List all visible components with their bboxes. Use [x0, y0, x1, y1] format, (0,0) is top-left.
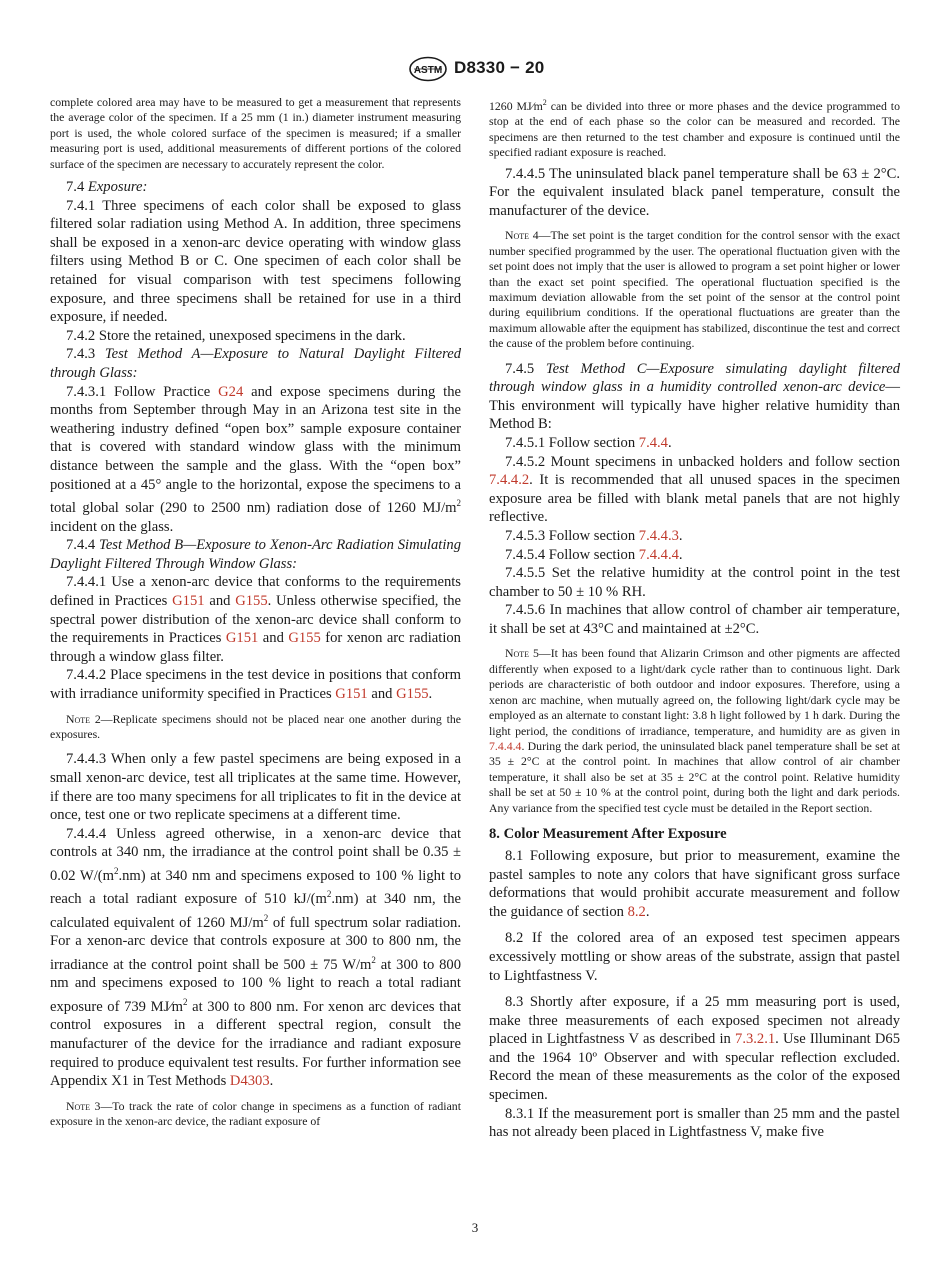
section-8-heading: 8. Color Measurement After Exposure — [489, 825, 727, 842]
link-g151[interactable]: G151 — [335, 685, 368, 702]
note-4: Note 4—The set point is the target condition for the control sensor with the exact number specified programmed by the user. The operational fluctuation given with the set point does not imply that the user is allowed to program a set point higher or lower than the exact set point specified. The operational fluctuation specified is the maximum deviation allowable from the set point of the sensor at the control point during equilibrium conditions. If the operational fluctuations are greater than the maximum allowable after the equipment has stabilized, discontinue the test and correct the cause of the problem before continuing. — [489, 228, 900, 351]
paragraph-7-4-4-4: 7.4.4.4 Unless agreed otherwise, in a xenon-arc device that controls at 340 nm, the irradiance at the control point shall be 0.35 ± 0.02 $W/(m^2.nm)$ at 340 nm and specimens exposed to 100 % light to reach a total radiant exposure of 510 $kJ/(m^2.nm)$ at 340 nm, the calculated equivalent of 1260 $MJ/m^2$ of full spectrum solar radiation. For a xenon-arc device that controls exposure at 300 to 800 nm, the irradiance at the control point shall be 500 ± 75 $W/m^2$ at 300 to 800 nm and specimens exposed to 100 % light to reach a total radiant exposure of 739 $MJ⁄m^2$ at 300 to 800 nm. For xenon arc devices that control exposures in a different spectral region, consult the manufacturer of the device for the irradiance and radiant exposure required to produce equivalent test results. For further information see Appendix X1 in Test Methods D4303. — [50, 825, 461, 1090]
link-7-4-4-4[interactable]: 7.4.4.4 — [638, 546, 679, 563]
note-2: Note 2—Replicate specimens should not be placed near one another during the exposures. — [50, 711, 461, 741]
paragraph-7-4-5-2: 7.4.5.2 Mount specimens in unbacked holders and follow section 7.4.4.2. It is recommended that all unused spaces in the specimen exposure area be filled with blank metal panels that are not highly reflective. — [489, 453, 900, 526]
page-header — [0, 56, 950, 84]
link-g155[interactable]: G155 — [288, 630, 321, 647]
link-7-3-2-1[interactable]: 7.3.2.1 — [735, 1031, 776, 1048]
paragraph-8-3-1: 8.3.1 If the measurement port is smaller than 25 mm and the pastel has not already been placed in Lightfastness V, make five — [489, 1105, 900, 1141]
page-number: 3 — [471, 1220, 479, 1235]
link-7-4-4-2[interactable]: 7.4.4.2 — [489, 472, 530, 489]
link-8-2[interactable]: 8.2 — [627, 903, 646, 920]
paragraph-7-4-5-1: 7.4.5.1 Follow section 7.4.4. — [505, 434, 672, 451]
right-column — [489, 95, 900, 1142]
paragraph-7-4-1: 7.4.1 Three specimens of each color shall be exposed to glass filtered solar radiation using Method A. In addition, three specimens shall be exposed in a xenon-arc device operating with window glass filters using Method B or C. One specimen of each color shall be retained for visual comparison with test specimens following exposure, and three specimens shall be retained for use in a third exposure, if needed. — [50, 197, 461, 326]
link-g151[interactable]: G151 — [172, 592, 205, 609]
note-3: Note 3—To track the rate of color change in specimens as a function of radiant exposure in the xenon-arc device, the radiant exposure of — [50, 1098, 461, 1129]
paragraph-7-4-5-4: 7.4.5.4 Follow section 7.4.4.4. — [505, 546, 683, 563]
link-g155[interactable]: G155 — [396, 685, 429, 702]
link-7-4-4-4[interactable]: 7.4.4.4 — [489, 738, 522, 753]
link-g151[interactable]: G151 — [225, 630, 259, 647]
note-3-continuation: 1260 $MJ⁄m^2$ can be divided into three or more phases and the device programmed to stop at the end of each phase so the color can be measured and recorded. The specimens are then returned to the test chamber and exposure is continued until the specified radiant exposure is reached. — [489, 98, 900, 160]
paragraph-7-4-5-5: 7.4.5.5 Set the relative humidity at the control point in the test chamber to 50 ± 10 % RH. — [489, 565, 900, 600]
section-7-4-5-heading: 7.4.5 Test Method C—Exposure simulating daylight filtered through window glass in a humidity controlled xenon-arc device—This environment will typically have higher relative humidity than Method B: — [489, 360, 900, 433]
paragraph-7-4-4-5: 7.4.4.5 The uninsulated black panel temperature shall be 63 ± 2°C. For the equivalent insulated black panel temperature, consult the manufacturer of the device. — [489, 165, 900, 219]
paragraph-7-4-5-6: 7.4.5.6 In machines that allow control of chamber air temperature, it shall be set at 43°C and maintained at ±2°C. — [489, 602, 900, 637]
paragraph-continuation: complete colored area may have to be measured to get a measurement that represents the average color of the specimen. If a 25 mm (1 in.) diameter instrument measuring port is used, the whole colored surface of the specimen is measured; if a smaller measuring port is used, additional measurements of different portions of the colored surface of the specimen are necessary to accurately represent the color. — [50, 95, 461, 171]
link-7-4-4-3[interactable]: 7.4.4.3 — [638, 527, 679, 544]
paragraph-7-4-4-1: 7.4.4.1 Use a xenon-arc device that conforms to the requirements defined in Practices G151 and G155. Unless otherwise specified, the spectral power distribution of the xenon-arc device shall conform to the requirements in Practices G151 and G155 for xenon arc radiation through a window glass filter. — [50, 574, 461, 665]
svg-text:ASTM: ASTM — [413, 65, 443, 76]
paragraph-7-4-4-2: 7.4.4.2 Place specimens in the test device in positions that conform with irradiance uniformity specified in Practices G151 and G155. — [50, 667, 461, 702]
section-7-4-4-heading: 7.4.4 Test Method B—Exposure to Xenon-Arc Radiation Simulating Daylight Filtered Through Window Glass: — [50, 537, 461, 572]
document-designation: D8330 − 20 — [454, 58, 545, 77]
section-7-4-heading: 7.4 Exposure: — [66, 179, 148, 196]
paragraph-8-1: 8.1 Following exposure, but prior to measurement, examine the pastel samples to note any colors that have significant gross surface deformations that would prohibit accurate measurement and follow the guidance of section 8.2. — [489, 847, 900, 920]
left-column — [50, 95, 461, 1138]
paragraph-8-2: 8.2 If the colored area of an exposed test specimen appears excessively mottling or show areas of the substrate, assign that pastel to Lightfastness V. — [489, 930, 900, 984]
link-7-4-4[interactable]: 7.4.4 — [638, 434, 668, 451]
link-g155[interactable]: G155 — [235, 592, 268, 609]
astm-logo-icon — [408, 56, 448, 82]
paragraph-8-3: 8.3 Shortly after exposure, if a 25 mm measuring port is used, make three measurements of each exposed specimen not already placed in Lightfastness V as described in 7.3.2.1. Use Illuminant D65 and the 1964 10º Observer and with specular reflection excluded. Record the mean of these measurements as the color of the exposed specimen. — [489, 994, 900, 1104]
link-g24[interactable]: G24 — [218, 383, 244, 400]
link-d4303[interactable]: D4303 — [229, 1073, 270, 1090]
note-5: Note 5—It has been found that Alizarin Crimson and other pigments are affected differently when exposed to a light/dark cycle rather than to continuous light. Dark periods are characteristic of both outdoor and indoor exposures. Therefore, using a xenon arc machine, when mutually agreed on, the following light/dark cycle may be employed as an alternate to constant light: 3.8 h light followed by 1 h dark. During the light period, the conditions of irradiance, temperature, and humidity are as given in 7.4.4.4. During the dark period, the uninsulated black panel temperature shall be set at 35 ± 2°C at the control point. In machines that allow control of air chamber temperature, it shall also be set at 35 ± 2°C at the control point. Relative humidity shall be set at 50 ± 10 % at the control point, during both the light and dark periods. Any variance from the specified test cycle must be detailed in the Report section. — [489, 646, 900, 815]
paragraph-7-4-5-3: 7.4.5.3 Follow section 7.4.4.3. — [505, 527, 683, 544]
paragraph-7-4-4-3: 7.4.4.3 When only a few pastel specimens are being exposed in a small xenon-arc device, test all triplicates at the same time. However, if there are too many specimens for all triplicates to fit in the device at once, test one or two replicate specimens at a different time. — [50, 751, 461, 824]
paragraph-7-4-3-1: 7.4.3.1 Follow Practice G24 and expose specimens during the months from September through May in an Arizona test site in the weathering industry defined “open box” sample exposure container that is covered with standard window glass with the minimum distance between the sample and the glass. With the “open box” positioned at a 45° angle to the horizontal, expose the specimens to a total global solar (290 to 2500 nm) radiation dose of 1260 $MJ/m^2$ incident on the glass. — [50, 383, 462, 535]
paragraph-7-4-2: 7.4.2 Store the retained, unexposed specimens in the dark. — [66, 327, 406, 344]
section-7-4-3-heading: 7.4.3 Test Method A—Exposure to Natural Daylight Filtered through Glass: — [50, 346, 461, 381]
